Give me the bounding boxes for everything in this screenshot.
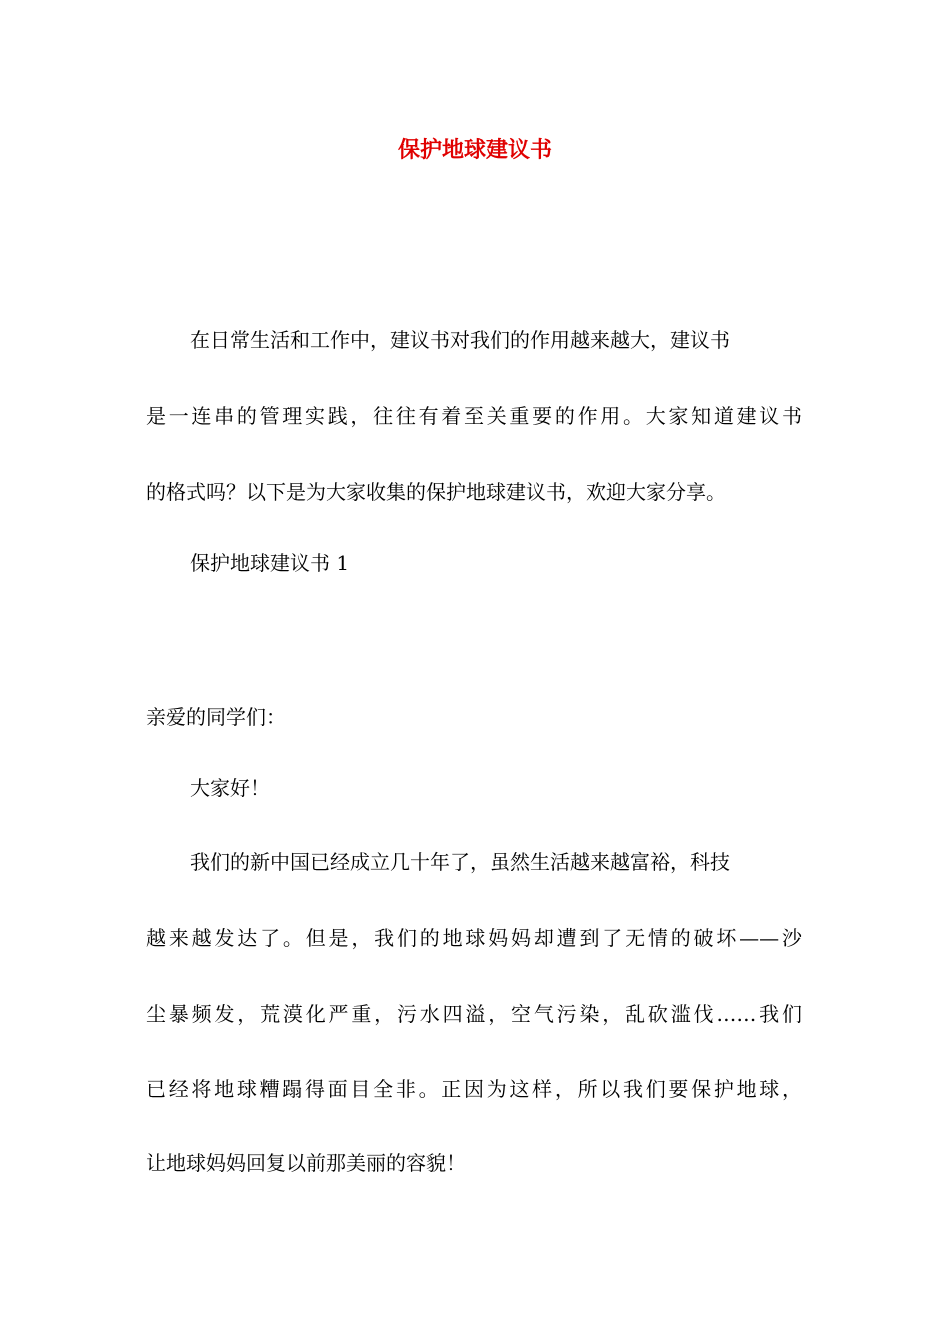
greeting: 大家好！ bbox=[190, 776, 270, 800]
intro-line-2: 是一连串的管理实践，往往有着至关重要的作用。大家知道建议书 bbox=[146, 404, 802, 428]
body-line-5: 让地球妈妈回复以前那美丽的容貌！ bbox=[146, 1151, 466, 1175]
section-heading: 保护地球建议书 1 bbox=[190, 551, 350, 575]
intro-line-1: 在日常生活和工作中，建议书对我们的作用越来越大，建议书 bbox=[190, 328, 730, 352]
body-line-1: 我们的新中国已经成立几十年了，虽然生活越来越富裕，科技 bbox=[190, 850, 730, 874]
salutation: 亲爱的同学们： bbox=[146, 705, 286, 729]
body-line-3: 尘暴频发，荒漠化严重，污水四溢，空气污染，乱砍滥伐……我们 bbox=[146, 1002, 802, 1026]
document-title: 保护地球建议书 bbox=[397, 137, 552, 163]
intro-line-3: 的格式吗？以下是为大家收集的保护地球建议书，欢迎大家分享。 bbox=[146, 480, 726, 504]
body-line-4: 已经将地球糟蹋得面目全非。正因为这样，所以我们要保护地球， bbox=[146, 1077, 802, 1101]
body-line-2: 越来越发达了。但是，我们的地球妈妈却遭到了无情的破坏——沙 bbox=[146, 926, 802, 950]
